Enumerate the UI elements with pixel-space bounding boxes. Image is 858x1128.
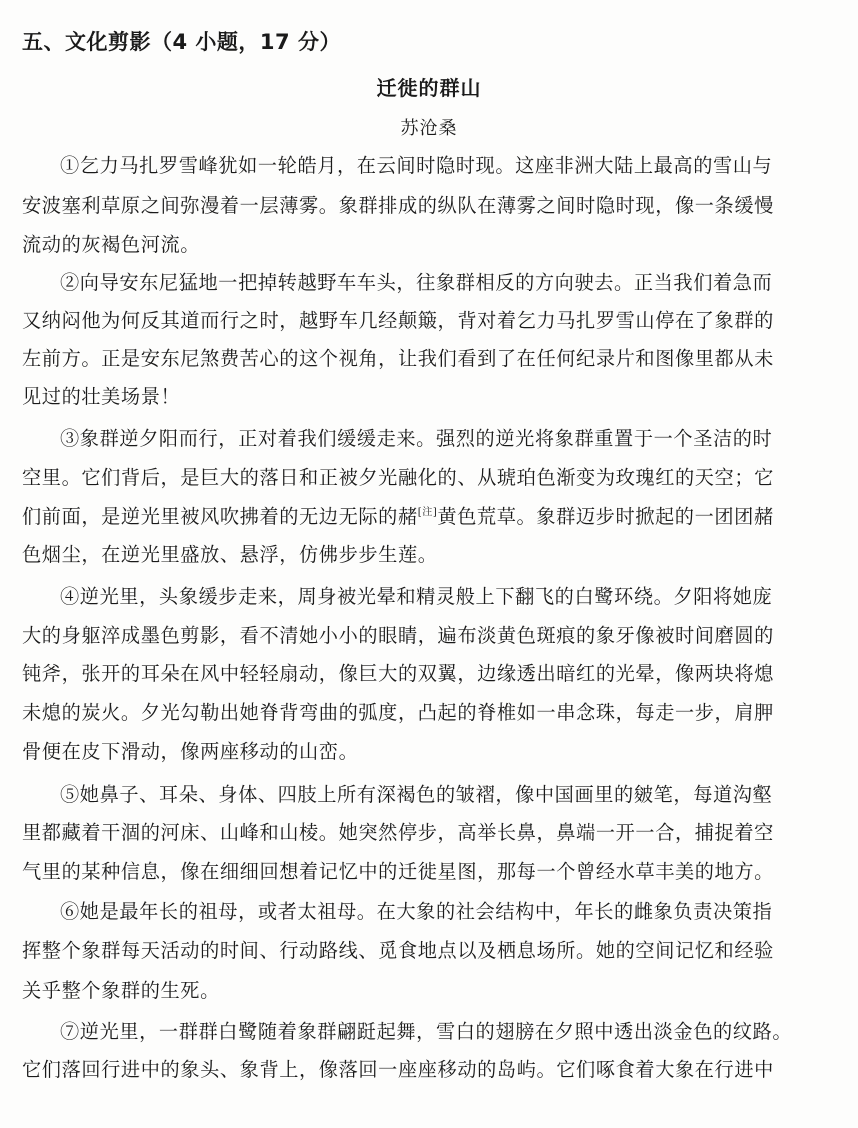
paragraph-3-line-3-tail: 黄色荒草。象群迈步时掀起的一团团赭	[437, 505, 774, 528]
paragraph-5-line-3: 气里的某种信息，像在细细回想着记忆中的迁徙星图，那每一个曾经水草丰美的地方。	[22, 860, 774, 883]
paragraph-4-line-4: 未熄的炭火。夕光勾勒出她脊背弯曲的弧度，凸起的脊椎如一串念珠，每走一步，肩胛	[22, 701, 774, 724]
paragraph-2-line-3: 左前方。正是安东尼煞费苦心的这个视角，让我们看到了在任何纪录片和图像里都从未	[22, 347, 774, 370]
paragraph-2-line-1: ②向导安东尼猛地一把掉转越野车车头，往象群相反的方向驶去。正当我们着急而	[60, 271, 773, 294]
paragraph-1-line-3: 流动的灰褐色河流。	[22, 233, 201, 256]
paragraph-5-line-2: 里都藏着干涸的河床、山峰和山棱。她突然停步，高举长鼻，鼻端一开一合，捕捉着空	[22, 821, 774, 844]
paragraph-3-line-1: ③象群逆夕阳而行，正对着我们缓缓走来。强烈的逆光将象群重置于一个圣洁的时	[60, 427, 773, 450]
paragraph-2-line-2: 又纳闷他为何反其道而行之时，越野车几经颠簸，背对着乞力马扎罗雪山停在了象群的	[22, 309, 774, 332]
paragraph-4-line-5: 骨便在皮下滑动，像两座移动的山峦。	[22, 740, 359, 763]
paragraph-7-line-1: ⑦逆光里，一群群白鹭随着象群翩跹起舞，雪白的翅膀在夕照中透出淡金色的纹路。	[60, 1020, 793, 1043]
paragraph-3-line-4: 色烟尘，在逆光里盛放、悬浮，仿佛步步生莲。	[22, 543, 438, 566]
paragraph-3-line-3-text: 们前面，是逆光里被风吹拂着的无边无际的赭	[22, 505, 418, 528]
article-title: 迁徙的群山	[376, 76, 482, 100]
section-heading: 五、文化剪影（4 小题，17 分）	[22, 30, 341, 54]
paragraph-1-line-1: ①乞力马扎罗雪峰犹如一轮皓月，在云间时隐时现。这座非洲大陆上最高的雪山与	[60, 154, 773, 177]
paragraph-3-line-3	[22, 502, 842, 532]
paragraph-4-line-1: ④逆光里，头象缓步走来，周身被光晕和精灵般上下翻飞的白鹭环绕。夕阳将她庞	[60, 585, 773, 608]
paragraph-4-line-2: 大的身躯淬成墨色剪影，看不清她小小的眼睛，遍布淡黄色斑痕的象牙像被时间磨圆的	[22, 624, 774, 647]
paragraph-2-line-4: 见过的壮美场景！	[22, 385, 181, 408]
paragraph-6-line-3: 关乎整个象群的生死。	[22, 979, 220, 1002]
paragraph-6-line-1: ⑥她是最年长的祖母，或者太祖母。在大象的社会结构中，年长的雌象负责决策指	[60, 900, 773, 923]
paragraph-7-line-2: 它们落回行进中的象头、象背上，像落回一座座移动的岛屿。它们啄食着大象在行进中	[22, 1058, 774, 1081]
paragraph-3-line-2: 空里。它们背后，是巨大的落日和正被夕光融化的、从琥珀色渐变为玫瑰红的天空；它	[22, 466, 774, 489]
footnote-marker: [注]	[417, 507, 438, 518]
paragraph-6-line-2: 挥整个象群每天活动的时间、行动路线、觅食地点以及栖息场所。她的空间记忆和经验	[22, 939, 774, 962]
paragraph-5-line-1: ⑤她鼻子、耳朵、身体、四肢上所有深褐色的皱褶，像中国画里的皴笔，每道沟壑	[60, 783, 773, 806]
article-author: 苏沧桑	[400, 118, 458, 139]
paragraph-1-line-2: 安波塞利草原之间弥漫着一层薄雾。象群排成的纵队在薄雾之间时隐时现，像一条缓慢	[22, 194, 774, 217]
paragraph-4-line-3: 钝斧，张开的耳朵在风中轻轻扇动，像巨大的双翼，边缘透出暗红的光晕，像两块将熄	[22, 662, 774, 685]
